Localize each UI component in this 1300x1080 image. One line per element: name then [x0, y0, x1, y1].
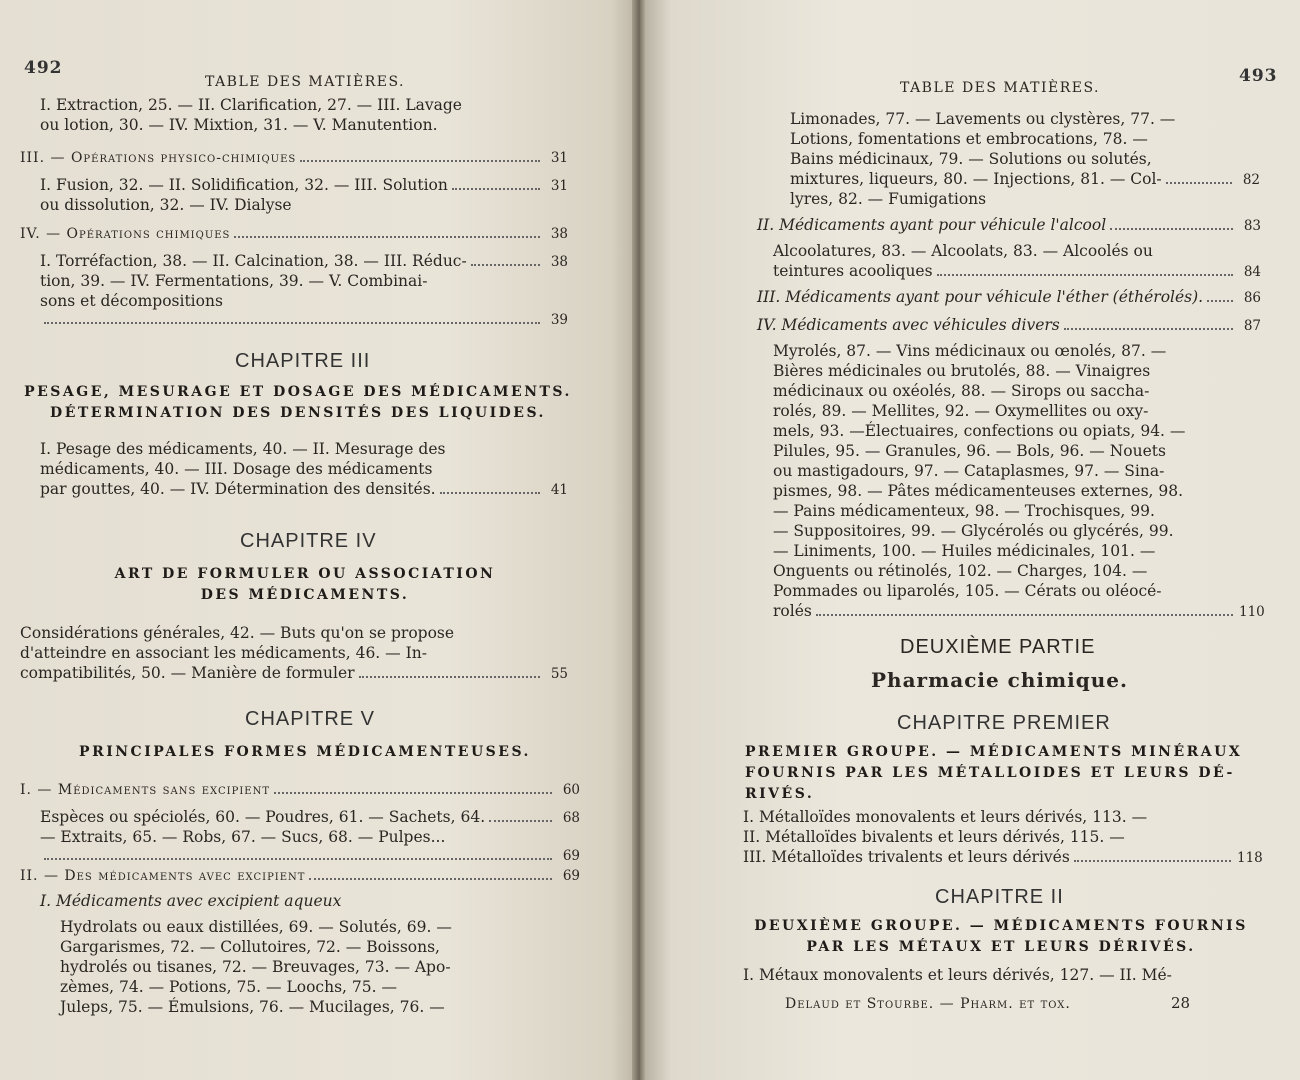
- dot-leader: [937, 274, 1233, 276]
- toc-line-text: — Suppositoires, 99. — Glycérolés ou glycérés, 99.: [773, 522, 1174, 540]
- toc-line: [773, 522, 1261, 542]
- toc-line: [40, 116, 526, 136]
- toc-page-number: 55: [550, 666, 568, 682]
- toc-entries-ch1: [743, 808, 1263, 868]
- toc-line: [40, 480, 568, 500]
- toc-line-text: médicinaux ou oxéolés, 88. — Sirops ou saccha-: [773, 382, 1150, 400]
- toc-line: [773, 422, 1261, 442]
- toc-line-text: Hydrolats ou eaux distillées, 69. — Solutés, 69. —: [60, 918, 452, 936]
- toc-line: [773, 362, 1261, 382]
- toc-line-text: rolés, 89. — Mellites, 92. — Oxymellites ou oxy-: [773, 402, 1149, 420]
- toc-line: [757, 316, 1261, 336]
- toc-line: [773, 342, 1261, 362]
- toc-line-text: Bières médicinales ou brutolés, 88. — Vinaigres: [773, 362, 1151, 380]
- toc-line: [60, 978, 540, 998]
- toc-line-text: Considérations générales, 42. — Buts qu'on se propose: [20, 624, 455, 642]
- toc-line-text: II. Métalloïdes bivalents et leurs dérivés, 115. —: [743, 828, 1125, 846]
- toc-section-avec-excipient: [20, 868, 580, 888]
- toc-entries-alcool: [773, 242, 1261, 282]
- running-head: TABLE DES MATIÈRES.: [205, 74, 405, 90]
- toc-line: [790, 110, 1260, 130]
- toc-line-text: — Liniments, 100. — Huiles médicinales, 101. —: [773, 542, 1156, 560]
- chapter-title: PESAGE, MESURAGE ET DOSAGE DES MÉDICAMENTS. DÉTERMINATION DES DENSITÉS DES LIQUIDES.: [24, 384, 572, 421]
- toc-line: [40, 176, 568, 196]
- toc-line-text: Onguents ou rétinolés, 102. — Charges, 104. —: [773, 562, 1148, 580]
- dot-leader: [1074, 860, 1231, 862]
- toc-line: [790, 170, 1260, 190]
- dot-leader: [1207, 300, 1233, 302]
- dot-leader: [489, 820, 552, 822]
- toc-line-text: Pommades ou liparolés, 105. — Cérats ou oléocé-: [773, 582, 1162, 600]
- toc-line: [20, 150, 568, 170]
- toc-line-text: sons et décompositions: [40, 292, 223, 310]
- toc-page-number: 69: [562, 868, 580, 884]
- dot-leader: [359, 676, 540, 678]
- chapter-title: ART DE FORMULER OU ASSOCIATION DES MÉDICAMENTS.: [114, 566, 496, 603]
- toc-line: [20, 782, 580, 802]
- toc-line-text: I. Pesage des médicaments, 40. — II. Mesurage des: [40, 440, 446, 458]
- toc-line-text: tion, 39. — IV. Fermentations, 39. — V. Combinai-: [40, 272, 428, 290]
- toc-line-text: teintures acooliques: [773, 262, 933, 280]
- toc-line: [40, 828, 580, 848]
- dot-leader: [274, 792, 552, 794]
- toc-page-number: 110: [1239, 604, 1265, 620]
- chapter-heading: CHAPITRE II: [935, 886, 1064, 908]
- toc-line-text: I. Médicaments avec excipient aqueux: [40, 892, 342, 910]
- toc-line: [40, 460, 568, 480]
- dot-leader: [1110, 228, 1233, 230]
- toc-line: [20, 868, 580, 888]
- toc-line-text: Lotions, fomentations et embrocations, 78. —: [790, 130, 1148, 148]
- toc-section-sans-excipient: [20, 782, 580, 802]
- toc-line: [773, 402, 1261, 422]
- toc-entries-divers: [773, 342, 1265, 622]
- chapter-heading: CHAPITRE PREMIER: [897, 712, 1111, 734]
- dot-leader: [440, 492, 540, 494]
- dot-leader: [44, 858, 552, 860]
- toc-page-number: 38: [550, 254, 568, 270]
- toc-line-text: I. Métaux monovalents et leurs dérivés, 127. — II. Mé-: [743, 966, 1172, 984]
- toc-line: [773, 562, 1261, 582]
- toc-line: [40, 808, 580, 828]
- chapter-title: DEUXIÈME GROUPE. — MÉDICAMENTS FOURNIS PAR LES MÉTAUX ET LEURS DÉRIVÉS.: [754, 918, 1248, 955]
- toc-line-text: — Pains médicamenteux, 98. — Trochisques, 99.: [773, 502, 1155, 520]
- toc-line-text: rolés: [773, 602, 812, 620]
- toc-entries-ch4: [20, 624, 568, 684]
- toc-section-chimiques: [20, 226, 568, 246]
- toc-line: [40, 292, 568, 312]
- toc-line: [20, 226, 568, 246]
- toc-line-text: — Extraits, 65. — Robs, 67. — Sucs, 68. — Pulpes...: [40, 828, 446, 846]
- toc-line-text: mels, 93. —Électuaires, confections ou opiats, 94. —: [773, 422, 1186, 440]
- chapter-heading: CHAPITRE III: [235, 350, 371, 372]
- toc-line: [773, 382, 1261, 402]
- toc-entries-ch2: [743, 966, 1259, 986]
- toc-line: [20, 644, 568, 664]
- toc-line-text: III. Métalloïdes trivalents et leurs dérivés: [743, 848, 1070, 866]
- toc-entries-ch2-part2: [40, 96, 526, 136]
- toc-line: [40, 196, 568, 216]
- toc-page-number: 87: [1243, 318, 1261, 334]
- toc-line: [790, 190, 1260, 210]
- toc-line-text: Limonades, 77. — Lavements ou clystères, 77. —: [790, 110, 1176, 128]
- toc-subsection-aqueux: [40, 892, 540, 912]
- toc-page-number: 31: [550, 150, 568, 166]
- dot-leader: [300, 160, 540, 162]
- toc-subsection-ether: [757, 288, 1261, 308]
- toc-line: [773, 542, 1261, 562]
- toc-page-number: 38: [550, 226, 568, 242]
- toc-line-text: III. Médicaments ayant pour véhicule l'éther (éthérolés).: [757, 288, 1204, 306]
- toc-line-text: IV. — Opérations chimiques: [20, 226, 231, 242]
- dot-leader: [1064, 328, 1233, 330]
- toc-line-text: Juleps, 75. — Émulsions, 76. — Mucilages, 76. —: [60, 998, 445, 1016]
- toc-line-text: Myrolés, 87. — Vins médicinaux ou œnolés, 87. —: [773, 342, 1167, 360]
- toc-entries-aqueux: [60, 918, 540, 1018]
- toc-line-text: d'atteindre en associant les médicaments, 46. — In-: [20, 644, 427, 662]
- toc-line: [773, 482, 1261, 502]
- chapter-title: PRINCIPALES FORMES MÉDICAMENTEUSES.: [79, 744, 531, 760]
- toc-line-text: I. Extraction, 25. — II. Clarification, 27. — III. Lavage: [40, 96, 462, 114]
- toc-line: [40, 272, 568, 292]
- toc-line-text: par gouttes, 40. — IV. Détermination des densités.: [40, 480, 436, 498]
- toc-line: [40, 96, 526, 116]
- toc-line-text: Pilules, 95. — Granules, 96. — Bols, 96. — Nouets: [773, 442, 1166, 460]
- toc-line-text: lyres, 82. — Fumigations: [790, 190, 987, 208]
- toc-page-number: 69: [562, 848, 580, 864]
- toc-line: [743, 808, 1259, 828]
- toc-page-number: 39: [550, 312, 568, 328]
- toc-line-text: I. — Médicaments sans excipient: [20, 782, 270, 798]
- toc-page-number: 60: [562, 782, 580, 798]
- toc-line-text: ou dissolution, 32. — IV. Dialyse: [40, 196, 292, 214]
- toc-line: [773, 502, 1261, 522]
- toc-line-text: Gargarismes, 72. — Collutoires, 72. — Boissons,: [60, 938, 440, 956]
- toc-line: [40, 892, 540, 912]
- dot-leader: [44, 322, 540, 324]
- toc-line: [40, 440, 568, 460]
- chapter-heading: CHAPITRE IV: [240, 530, 377, 552]
- running-head: TABLE DES MATIÈRES.: [900, 80, 1100, 96]
- toc-line: [40, 848, 580, 868]
- toc-line-text: Bains médicinaux, 79. — Solutions ou solutés,: [790, 150, 1152, 168]
- toc-section-physico-chimiques: [20, 150, 568, 170]
- toc-line-text: I. Torréfaction, 38. — II. Calcination, 38. — III. Réduc-: [40, 252, 467, 270]
- toc-entries-ch3: [40, 440, 568, 500]
- toc-line-text: I. Métalloïdes monovalents et leurs dérivés, 113. —: [743, 808, 1148, 826]
- chapter-heading: CHAPITRE V: [245, 708, 376, 730]
- toc-page-number: 68: [562, 810, 580, 826]
- left-page: [0, 0, 636, 1080]
- toc-line: [773, 462, 1261, 482]
- dot-leader: [471, 264, 540, 266]
- toc-entries-chimiques: [40, 252, 568, 332]
- toc-line-text: I. Fusion, 32. — II. Solidification, 32. — III. Solution: [40, 176, 448, 194]
- dot-leader: [309, 878, 552, 880]
- toc-line-text: II. Médicaments ayant pour véhicule l'alcool: [757, 216, 1107, 234]
- toc-subsection-alcool: [757, 216, 1261, 236]
- signature-mark: 28: [1171, 994, 1191, 1012]
- toc-line: [40, 252, 568, 272]
- toc-line: [743, 828, 1259, 848]
- toc-line: [60, 998, 540, 1018]
- toc-entries-aqueux-cont: [790, 110, 1260, 210]
- toc-line: [60, 918, 540, 938]
- toc-line-text: II. — Des médicaments avec excipient: [20, 868, 306, 884]
- toc-page-number: 82: [1242, 172, 1260, 188]
- part-subtitle: Pharmacie chimique.: [871, 668, 1128, 692]
- toc-line: [743, 848, 1263, 868]
- dot-leader: [234, 236, 540, 238]
- toc-line-text: pismes, 98. — Pâtes médicamenteuses externes, 98.: [773, 482, 1184, 500]
- toc-page-number: 84: [1243, 264, 1261, 280]
- toc-line: [790, 130, 1260, 150]
- toc-line: [773, 582, 1261, 602]
- footer-authors: Delaud et Stourbe. — Pharm. et tox.: [785, 996, 1071, 1012]
- dot-leader: [452, 188, 540, 190]
- toc-line-text: Espèces ou spéciolés, 60. — Poudres, 61. — Sachets, 64.: [40, 808, 486, 826]
- toc-line: [20, 624, 568, 644]
- toc-page-number: 86: [1243, 290, 1261, 306]
- toc-line: [790, 150, 1260, 170]
- dot-leader: [816, 614, 1233, 616]
- toc-line-text: III. — Opérations physico-chimiques: [20, 150, 297, 166]
- toc-line: [60, 958, 540, 978]
- toc-page-number: 31: [550, 178, 568, 194]
- page-number: 492: [24, 58, 63, 78]
- toc-line: [773, 262, 1261, 282]
- toc-line: [60, 938, 540, 958]
- toc-subsection-divers: [757, 316, 1261, 336]
- toc-line-text: médicaments, 40. — III. Dosage des médicaments: [40, 460, 433, 478]
- toc-line: [773, 602, 1265, 622]
- toc-line-text: ou lotion, 30. — IV. Mixtion, 31. — V. Manutention.: [40, 116, 438, 134]
- toc-page-number: 83: [1243, 218, 1261, 234]
- toc-line-text: hydrolés ou tisanes, 72. — Breuvages, 73. — Apo-: [60, 958, 451, 976]
- toc-line: [757, 216, 1261, 236]
- toc-line-text: Alcoolatures, 83. — Alcoolats, 83. — Alcoolés ou: [773, 242, 1153, 260]
- page-number: 493: [1239, 66, 1278, 86]
- toc-line-text: zèmes, 74. — Potions, 75. — Loochs, 75. —: [60, 978, 397, 996]
- toc-line: [773, 242, 1261, 262]
- toc-page-number: 41: [550, 482, 568, 498]
- toc-line-text: mixtures, liqueurs, 80. — Injections, 81. — Col-: [790, 170, 1162, 188]
- toc-line-text: IV. Médicaments avec véhicules divers: [757, 316, 1060, 334]
- toc-line: [743, 966, 1259, 986]
- toc-page-number: 118: [1237, 850, 1263, 866]
- part-heading: DEUXIÈME PARTIE: [900, 636, 1096, 658]
- right-page: [645, 0, 1300, 1080]
- toc-entries-physico: [40, 176, 568, 216]
- toc-line: [20, 664, 568, 684]
- toc-line: [40, 312, 568, 332]
- toc-entries-sans-excipient: [40, 808, 580, 868]
- toc-line: [773, 442, 1261, 462]
- toc-line: [757, 288, 1261, 308]
- dot-leader: [1166, 182, 1232, 184]
- toc-line-text: compatibilités, 50. — Manière de formuler: [20, 664, 355, 682]
- toc-line-text: ou mastigadours, 97. — Cataplasmes, 97. — Sina-: [773, 462, 1165, 480]
- chapter-title: PREMIER GROUPE. — MÉDICAMENTS MINÉRAUX FOURNIS PAR LES MÉTALLOIDES ET LEURS DÉ-RIVÉS.: [745, 744, 1243, 802]
